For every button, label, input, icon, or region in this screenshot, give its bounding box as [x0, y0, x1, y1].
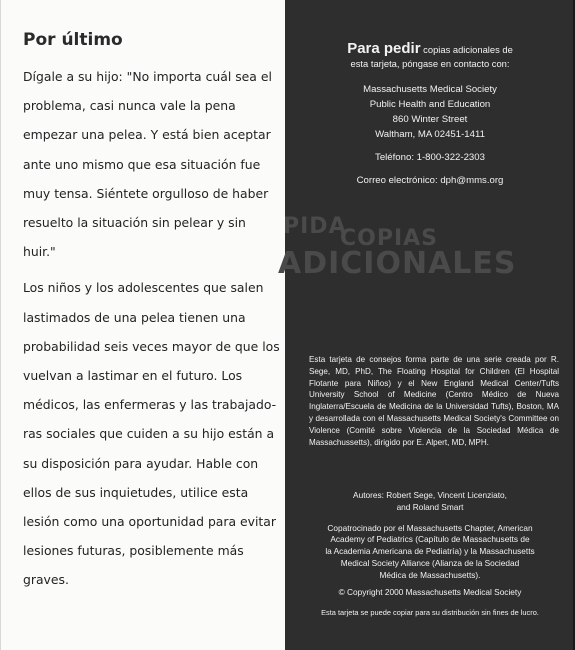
credits: [285, 490, 575, 619]
cosponsor-line4: Medical Society Alliance (Alianza de la Sociedad: [340, 557, 520, 568]
phone: Teléfono: 1-800-322-2303: [375, 152, 485, 163]
watermark-word-3: ADICIONALES: [278, 246, 517, 281]
copy-note: Esta tarjeta se puede copiar para su distribución sin fines de lucro.: [321, 608, 539, 618]
order-headline-rest: copias adicionales de: [420, 44, 513, 55]
order-info: [285, 42, 575, 188]
email: Correo electrónico: dph@mms.org: [356, 175, 504, 186]
city: Waltham, MA 02451-1411: [375, 129, 485, 140]
cosponsor-line5: Médica de Massachusetts).: [379, 569, 481, 580]
department: Public Health and Education: [369, 99, 491, 110]
street: 860 Winter Street: [392, 114, 468, 125]
order-headline-bold: Para pedir: [347, 40, 421, 57]
authors-line1: Autores: Robert Sege, Vincent Licenziato,: [353, 490, 507, 500]
contact-address: [285, 82, 575, 188]
cosponsor-line3: la Academia Americana de Pediatría) y la Massachusetts: [325, 546, 535, 557]
cosponsor-line2: Academy of Pediatrics (Capítulo de Massachusetts de: [330, 534, 530, 545]
order-headline: [285, 42, 575, 71]
watermark-word-1: PIDA: [283, 214, 347, 239]
body-text: [23, 62, 281, 595]
org-name: Massachusetts Medical Society: [363, 84, 497, 95]
cosponsor-line1: Copatrocinado por el Massachusetts Chapter, American: [327, 522, 533, 533]
watermark-word-2: COPIAS: [340, 226, 439, 251]
left-panel: [0, 0, 285, 650]
paragraph-advice: Dígale a su hijo: "No importa cuál sea el problema, casi nunca vale la pena empezar una pelea. Y está bien aceptar ante uno mismo que esa situación fue muy tensa. Siéntete orgulloso de haber resuelto la situación sin pelear y sin huir.": [23, 69, 272, 260]
order-headline-line2: esta tarjeta, póngase en contacto con:: [350, 58, 510, 69]
copyright: © Copyright 2000 Massachusetts Medical Society: [338, 586, 522, 597]
authors-line2: and Roland Smart: [396, 501, 464, 512]
series-info: Esta tarjeta de consejos forma parte de una serie creada por R. Sege, MD, PhD, The Floating Hospital for Children (El Hospital Flotante para Niños) y el New England Medical Center/Tufts University School of Medicine (Centro Médico de Nueva Inglaterra/Escuela de Medicina de la Universidad Tufts), Boston, MA y desarrollada con el Massachusetts Medical Society's Committee on Violence (Comité sobre Violencia de la Sociedad Médica de Massachussetts), dirigido por E. Alpert, MD, MPH.: [309, 355, 559, 447]
paragraph-risk: Los niños y los adolescentes que salen lastimados de una pelea tienen una probabilidad seis veces mayor de que los vuelvan a lastimar en el futuro. Los médicos, las enfermeras y las trabajado- ras sociales que cuiden a su hijo están a su disposición para ayudar. Hable con ellos de sus inquietudes, utilice esta lesión como una oportunidad para evitar lesiones futuras, posiblemente más graves.: [23, 280, 280, 588]
right-panel: [285, 0, 575, 650]
section-title: Por último: [23, 30, 123, 50]
